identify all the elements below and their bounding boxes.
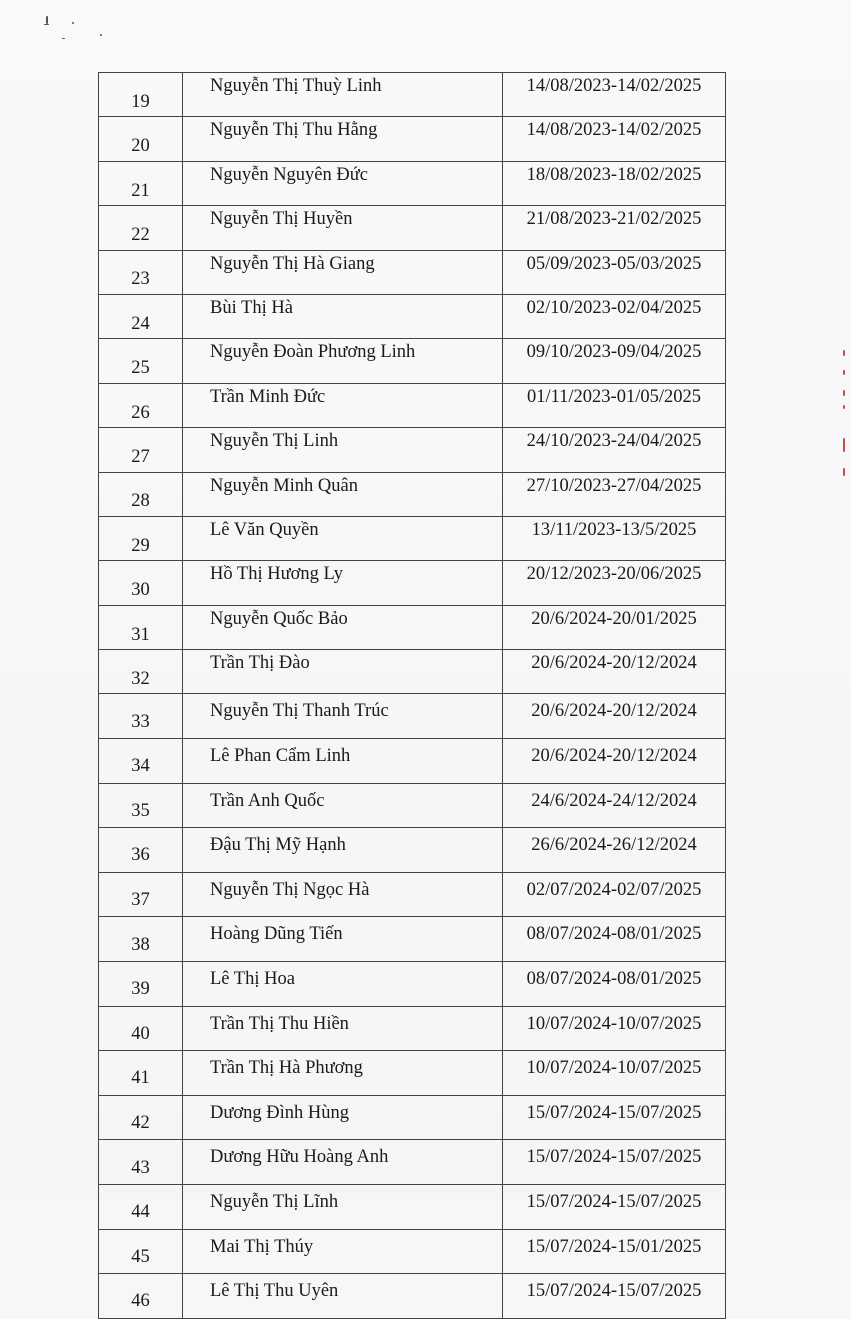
table-row xyxy=(99,1051,726,1096)
table-row xyxy=(99,161,726,205)
employee-name: Dương Hữu Hoàng Anh xyxy=(183,1140,503,1185)
employee-name: Nguyễn Thị Hà Giang xyxy=(183,250,503,294)
table-row xyxy=(99,561,726,605)
row-number: 24 xyxy=(99,294,183,338)
contract-period: 02/10/2023-02/04/2025 xyxy=(503,294,726,338)
row-number: 30 xyxy=(99,561,183,605)
contract-period: 10/07/2024-10/07/2025 xyxy=(503,1051,726,1096)
table-row xyxy=(99,694,726,739)
row-number: 21 xyxy=(99,161,183,205)
row-number: 37 xyxy=(99,872,183,917)
employee-name: Nguyễn Thị Lĩnh xyxy=(183,1185,503,1230)
contract-period: 21/08/2023-21/02/2025 xyxy=(503,206,726,250)
employee-name: Trần Thị Hà Phương xyxy=(183,1051,503,1096)
table-row xyxy=(99,605,726,649)
row-number: 23 xyxy=(99,250,183,294)
employee-name: Đậu Thị Mỹ Hạnh xyxy=(183,828,503,873)
roster-table-body xyxy=(99,73,726,1319)
employee-name: Hoàng Dũng Tiến xyxy=(183,917,503,962)
table-row xyxy=(99,117,726,161)
contract-period: 20/6/2024-20/12/2024 xyxy=(503,650,726,694)
contract-period: 10/07/2024-10/07/2025 xyxy=(503,1006,726,1051)
employee-name: Lê Văn Quyền xyxy=(183,516,503,560)
employee-name: Nguyễn Thị Thanh Trúc xyxy=(183,694,503,739)
row-number: 29 xyxy=(99,516,183,560)
employee-name: Nguyễn Minh Quân xyxy=(183,472,503,516)
row-number: 35 xyxy=(99,783,183,828)
row-number: 25 xyxy=(99,339,183,383)
employee-name: Mai Thị Thúy xyxy=(183,1229,503,1274)
row-number: 33 xyxy=(99,694,183,739)
employee-name: Nguyễn Quốc Bảo xyxy=(183,605,503,649)
table-row xyxy=(99,73,726,117)
row-number: 26 xyxy=(99,383,183,427)
employee-name: Lê Phan Cẩm Linh xyxy=(183,739,503,784)
table-row xyxy=(99,516,726,560)
row-number: 34 xyxy=(99,739,183,784)
row-number: 19 xyxy=(99,73,183,117)
employee-name: Nguyễn Đoàn Phương Linh xyxy=(183,339,503,383)
employee-name: Trần Thị Thu Hiền xyxy=(183,1006,503,1051)
row-number: 42 xyxy=(99,1095,183,1140)
row-number: 45 xyxy=(99,1229,183,1274)
contract-period: 08/07/2024-08/01/2025 xyxy=(503,917,726,962)
row-number: 44 xyxy=(99,1185,183,1230)
table-row xyxy=(99,783,726,828)
contract-period: 15/07/2024-15/07/2025 xyxy=(503,1095,726,1140)
table-row xyxy=(99,250,726,294)
contract-period: 05/09/2023-05/03/2025 xyxy=(503,250,726,294)
contract-period: 01/11/2023-01/05/2025 xyxy=(503,383,726,427)
contract-period: 14/08/2023-14/02/2025 xyxy=(503,73,726,117)
contract-period: 20/12/2023-20/06/2025 xyxy=(503,561,726,605)
scan-specks xyxy=(40,12,110,52)
table-row xyxy=(99,917,726,962)
table-row xyxy=(99,739,726,784)
row-number: 27 xyxy=(99,428,183,472)
employee-name: Dương Đình Hùng xyxy=(183,1095,503,1140)
table-row xyxy=(99,962,726,1007)
row-number: 41 xyxy=(99,1051,183,1096)
contract-period: 15/07/2024-15/07/2025 xyxy=(503,1274,726,1319)
row-number: 32 xyxy=(99,650,183,694)
contract-period: 18/08/2023-18/02/2025 xyxy=(503,161,726,205)
contract-period: 15/07/2024-15/01/2025 xyxy=(503,1229,726,1274)
row-number: 38 xyxy=(99,917,183,962)
table-row xyxy=(99,650,726,694)
row-number: 46 xyxy=(99,1274,183,1319)
row-number: 22 xyxy=(99,206,183,250)
table-row xyxy=(99,828,726,873)
table-row xyxy=(99,1006,726,1051)
contract-period: 14/08/2023-14/02/2025 xyxy=(503,117,726,161)
row-number: 40 xyxy=(99,1006,183,1051)
table-row xyxy=(99,339,726,383)
table-row xyxy=(99,294,726,338)
row-number: 20 xyxy=(99,117,183,161)
employee-name: Trần Minh Đức xyxy=(183,383,503,427)
table-row xyxy=(99,1095,726,1140)
employee-name: Nguyễn Thị Ngọc Hà xyxy=(183,872,503,917)
employee-name: Nguyễn Thị Huyền xyxy=(183,206,503,250)
row-number: 43 xyxy=(99,1140,183,1185)
contract-period: 24/10/2023-24/04/2025 xyxy=(503,428,726,472)
employee-name: Lê Thị Hoa xyxy=(183,962,503,1007)
table-row xyxy=(99,472,726,516)
table-row xyxy=(99,383,726,427)
employee-name: Nguyễn Thị Thu Hằng xyxy=(183,117,503,161)
employee-name: Hồ Thị Hương Ly xyxy=(183,561,503,605)
employee-name: Trần Thị Đào xyxy=(183,650,503,694)
contract-period: 15/07/2024-15/07/2025 xyxy=(503,1140,726,1185)
contract-period: 20/6/2024-20/01/2025 xyxy=(503,605,726,649)
employee-name: Trần Anh Quốc xyxy=(183,783,503,828)
table-row xyxy=(99,872,726,917)
red-stamp-edge xyxy=(840,350,848,490)
row-number: 31 xyxy=(99,605,183,649)
contract-period: 24/6/2024-24/12/2024 xyxy=(503,783,726,828)
table-row xyxy=(99,206,726,250)
roster-table xyxy=(98,72,726,1319)
employee-name: Nguyễn Nguyên Đức xyxy=(183,161,503,205)
employee-name: Lê Thị Thu Uyên xyxy=(183,1274,503,1319)
contract-period: 02/07/2024-02/07/2025 xyxy=(503,872,726,917)
table-row xyxy=(99,1274,726,1319)
employee-name: Nguyễn Thị Linh xyxy=(183,428,503,472)
contract-period: 20/6/2024-20/12/2024 xyxy=(503,694,726,739)
table-row xyxy=(99,1229,726,1274)
table-row xyxy=(99,428,726,472)
contract-period: 09/10/2023-09/04/2025 xyxy=(503,339,726,383)
contract-period: 26/6/2024-26/12/2024 xyxy=(503,828,726,873)
contract-period: 08/07/2024-08/01/2025 xyxy=(503,962,726,1007)
employee-name: Bùi Thị Hà xyxy=(183,294,503,338)
row-number: 36 xyxy=(99,828,183,873)
table-row xyxy=(99,1140,726,1185)
employee-name: Nguyễn Thị Thuỳ Linh xyxy=(183,73,503,117)
contract-period: 15/07/2024-15/07/2025 xyxy=(503,1185,726,1230)
table-row xyxy=(99,1185,726,1230)
contract-period: 27/10/2023-27/04/2025 xyxy=(503,472,726,516)
row-number: 28 xyxy=(99,472,183,516)
contract-period: 20/6/2024-20/12/2024 xyxy=(503,739,726,784)
row-number: 39 xyxy=(99,962,183,1007)
contract-period: 13/11/2023-13/5/2025 xyxy=(503,516,726,560)
